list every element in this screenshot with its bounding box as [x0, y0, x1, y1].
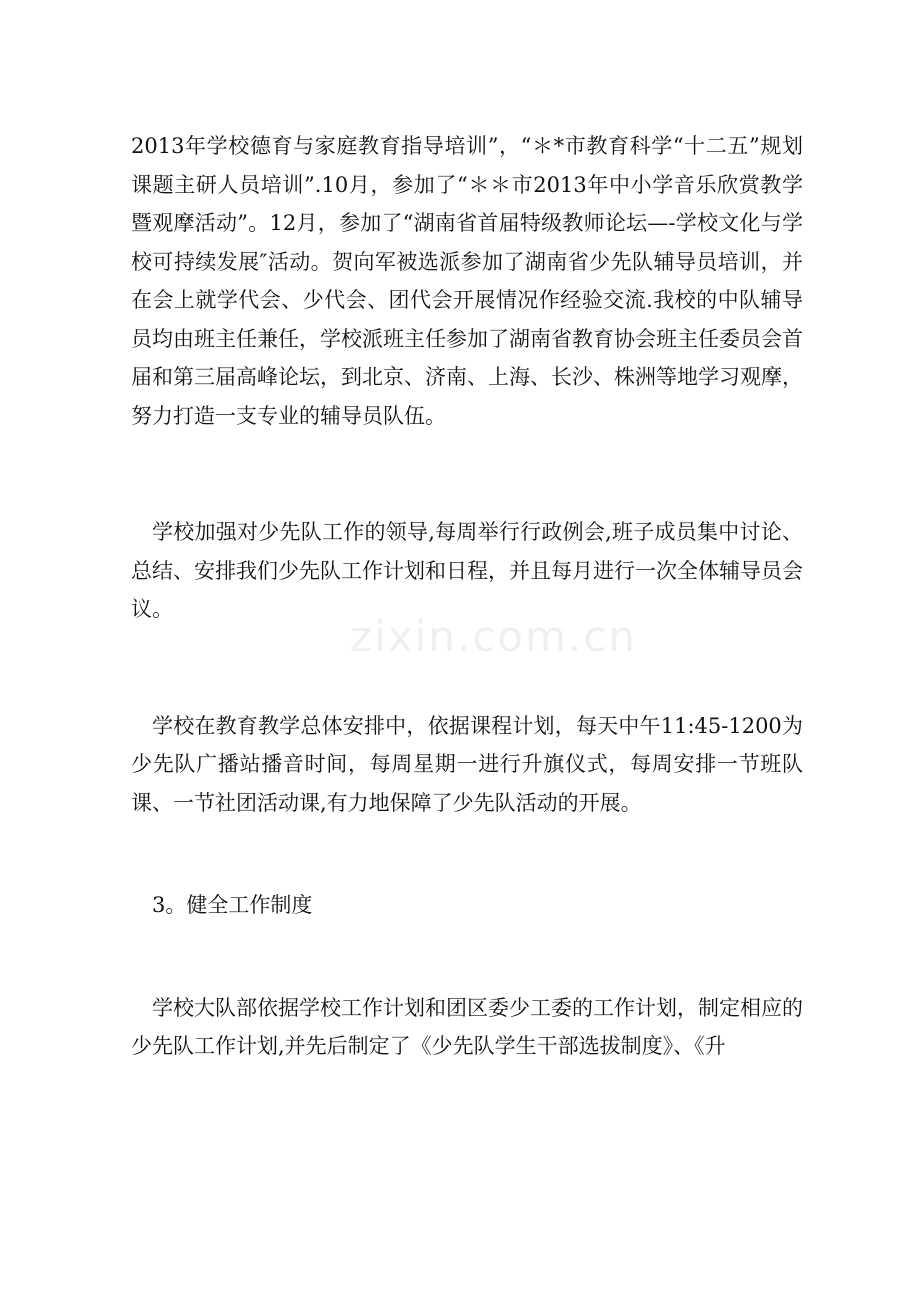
paragraph-training-activities: 2013年学校德育与家庭教育指导培训”，“＊*市教育科学“十二五”规划课题主研人员培训”.10月，参加了“＊＊市2013年中小学音乐欣赏教学暨观摩活动”。12月，参加了“湖南省首届特级教师论坛—-学校文化与学校可持续发展″活动。贺向军被选派参加了湖南省少先队辅导员培训，并在会上就学代会、少代会、团代会开展情况作经验交流.我校的中队辅导员均由班主任兼任，学校派班主任参加了湖南省教育协会班主任委员会首届和第三届高峰论坛，到北京、济南、上海、长沙、株洲等地学习观摩，努力打造一支专业的辅导员队伍。 — [131, 134, 803, 428]
paragraph-work-system: 学校大队部依据学校工作计划和团区委少工委的工作计划，制定相应的少先队工作计划,并先后制定了《少先队学生干部选拔制度》、《升 — [131, 995, 803, 1058]
section-heading: 3。健全工作制度 — [152, 893, 313, 917]
watermark: zixin.com.cn — [350, 612, 637, 661]
paragraph-schedule: 学校在教育教学总体安排中，依据课程计划，每天中午11:45-1200为少先队广播站播音时间，每周星期一进行升旗仪式，每周安排一节班队课、一节社团活动课,有力地保障了少先队活动的开展。 — [131, 713, 803, 815]
paragraph-leadership: 学校加强对少先队工作的领导,每周举行行政例会,班子成员集中讨论、总结、安排我们少先队工作计划和日程，并且每月进行一次全体辅导员会议。 — [131, 520, 803, 621]
document-body — [131, 127, 803, 1066]
